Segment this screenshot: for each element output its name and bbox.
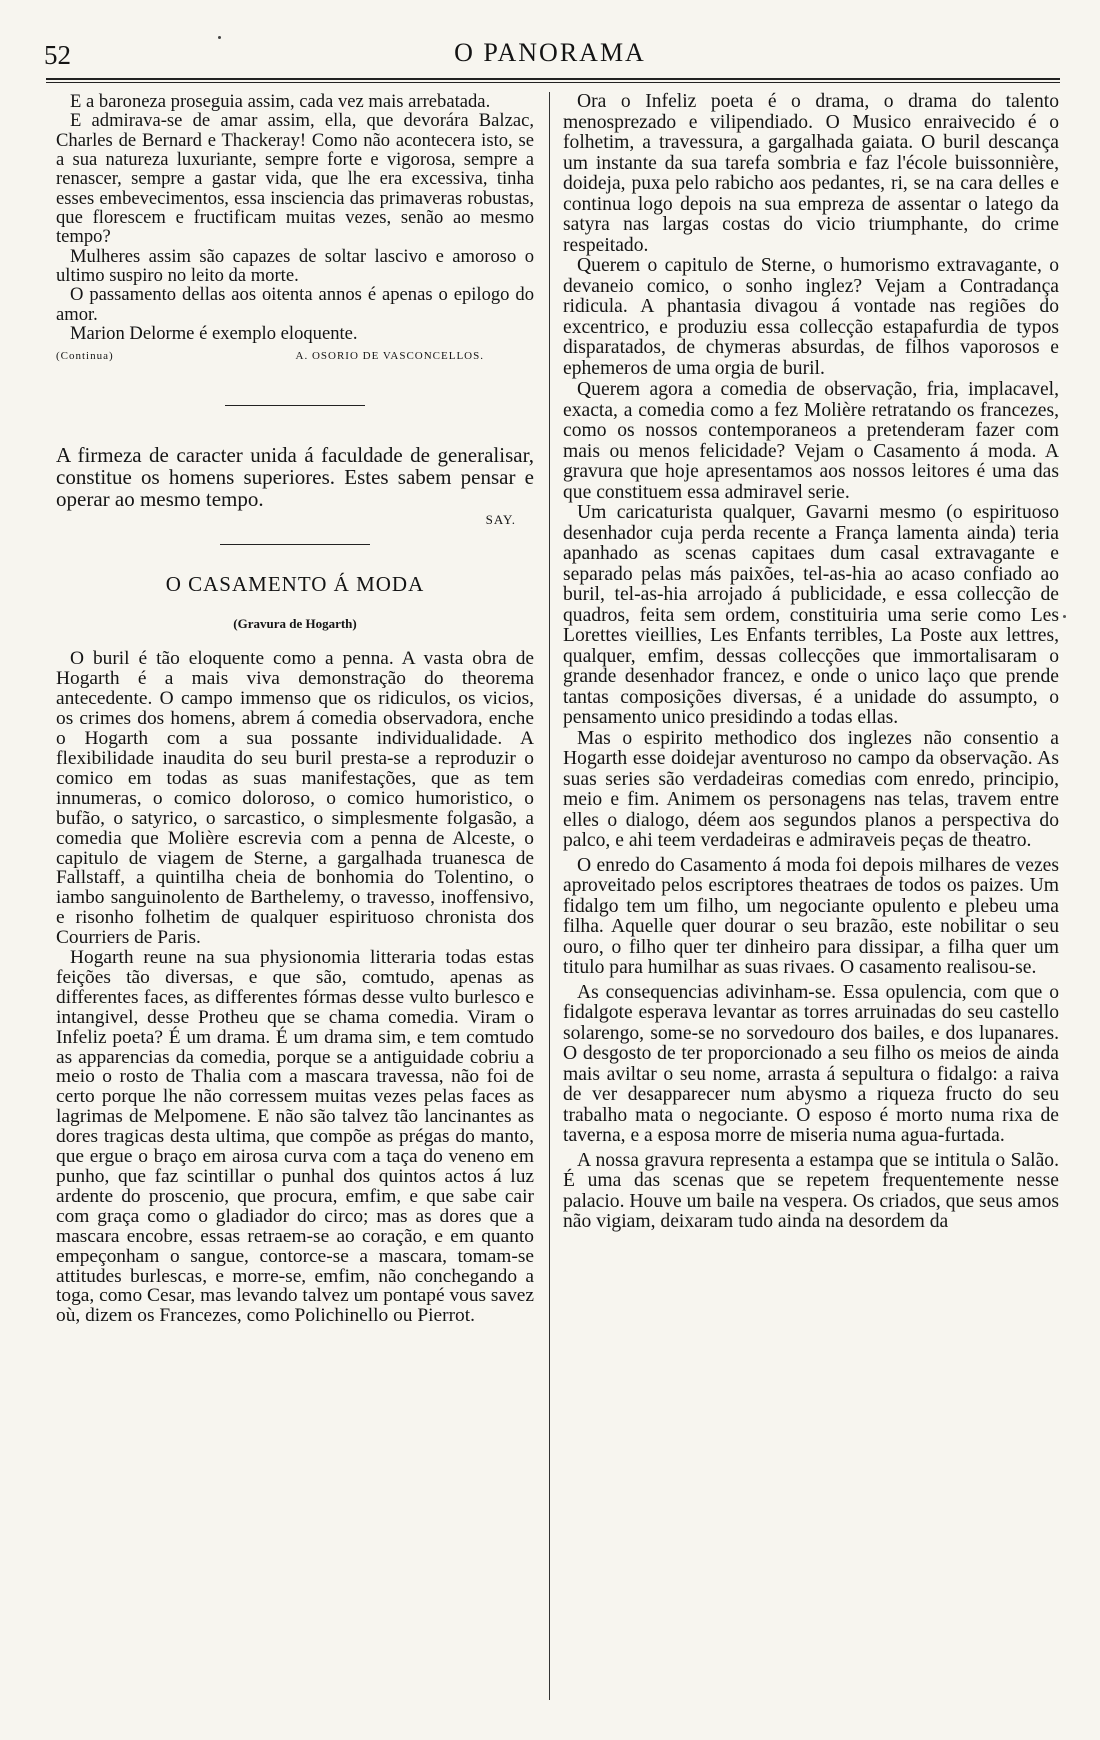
running-head-title: O PANORAMA — [454, 38, 646, 67]
paragraph: E admirava-se de amar assim, ella, que devorára Balzac, Charles de Bernard e Thackeray! Como não acontecera isto, se a sua natureza luxuriante, sempre forte e vigorosa, sempre a renascer, sempre a gastar vida, que lhe era excessiva, tinha esses embevecimentos, essa insciencia das primaveras robustas, que florescem e fructificam muitas vezes, senão ao mesmo tempo? — [56, 110, 534, 248]
page-number: 52 — [44, 40, 71, 70]
print-speck — [1063, 615, 1066, 618]
paragraph: O passamento dellas aos oitenta annos é apenas o epilogo do amor. — [56, 284, 534, 325]
author-name: A. OSORIO DE VASCONCELLOS. — [295, 350, 484, 363]
paragraph: Querem agora a comedia de observação, fria, implacavel, exacta, a comedia como a fez Molière retratando os francezes, como os nossos contemporaneos a pretenderam fazer com mais ou menos felicidade? Vejam o Casamento á moda. A gravura que hoje apresentamos aos nossos leitores é uma das que constituem essa admiravel serie. — [563, 379, 1059, 503]
paragraph: A nossa gravura representa a estampa que se intitula o Salão. É uma das scenas que se repetem frequentemente nesse palacio. Houve um baile na vespera. Os criados, que seus amos não vigiam, deixaram tudo ainda na desordem da — [563, 1149, 1059, 1232]
section-divider — [225, 405, 365, 406]
epigraph-author: SAY. — [485, 512, 516, 528]
continua-note: (Continua) — [56, 350, 114, 363]
column-divider — [549, 92, 550, 1700]
right-column — [563, 92, 1059, 1233]
left-column — [56, 92, 534, 1326]
header-double-rule — [46, 78, 1060, 83]
paragraph: As consequencias adivinham-se. Essa opulencia, com que o fidalgote esperava levantar as torres arruinadas do seu castello solarengo, some-se no sorvedouro dos bailes, e dos lupanares. O desgosto de ter proporcionado a seu filho os meios de ainda mais aviltar o seu nome, arrasta á sepultura o fidalgo: a raiva de ver desapparecer num abysmo a riqueza fructo do seu trabalho mata o negociante. O esposo é morto numa rixa de taverna, e a esposa morre de miseria numa agua-furtada. — [563, 981, 1059, 1146]
paragraph: Um caricaturista qualquer, Gavarni mesmo (o espirituoso desenhador cuja perda recente a França lamenta ainda) teria apanhado as scenas capitaes dum casal extravagante e separado pelas más paixões, tel-as-hia ao acaso confiado ao buril, tel-as-hia arrojado á publicidade, e essa collecção de quadros, feita sem ordem, constituiria uma serie como Les Lorettes vieillies, Les Enfants terribles, La Poste aux lettres, qualquer, emfim, dessas collecções que immortalisaram o grande desenhador francez, e onde o unico laço que prende tantas composições diversas, é a unidade do assumpto, o pensamento unico presidindo a todas ellas. — [563, 502, 1059, 728]
paragraph: E a baroneza proseguia assim, cada vez mais arrebatada. — [70, 91, 491, 112]
epigraph: A firmeza de caracter unida á faculdade de generalisar, constitue os homens superiores. Estes sabem pensar e operar ao mesmo tempo. — [56, 442, 534, 512]
paragraph: Mulheres assim são capazes de soltar lascivo e amoroso o ultimo suspiro no leito da morte. — [56, 245, 534, 287]
paragraph: Marion Delorme é exemplo eloquente. — [70, 323, 358, 345]
article-subtitle: (Gravura de Hogarth) — [233, 616, 357, 632]
paragraph: O enredo do Casamento á moda foi depois milhares de vezes aproveitado pelos escriptores theatraes de todos os paizes. Um fidalgo tem um filho, um negociante opulento e plebeu uma filha. Aquelle quer dourar o seu brazão, este nobilitar o seu ouro, o filho quer ter dinheiro para dissipar, a filha quer um titulo para humilhar as suas rivaes. O casamento realisou-se. — [563, 854, 1059, 978]
article-body — [56, 649, 534, 1326]
paragraph: Hogarth reune na sua physionomia litteraria todas estas feições tão diversas, e que são, comtudo, apenas as differentes faces, as differentes fórmas desse vulto burlesco e intangivel, desse Protheu que se chama comedia. Viram o Infeliz poeta? É um drama. É um drama sim, e tem comtudo as apparencias da comedia, porque se a antiguidade cobriu a meio o rosto de Thalia com a mascara travessa, não foi de certo porque lhe não corressem muitas vezes pelas faces as lagrimas de Melpomene. E não são talvez tão lancinantes as dores tragicas desta ultima, que compõe as prégas do manto, que ergue o braço em airosa curva com a taça do veneno em punho, que faz scintillar o punhal dos quintos actos á luz ardente do proscenio, que procura, emfim, e que sabe cair com graça como o gladiador do circo; mas as dores que a mascara encobre, essas retraem-se ao coração, e em quanto empeçonham o sangue, contorce-se a mascara, tomam-se attitudes burlescas, e morre-se, emfim, não conchegando a toga, como Cesar, mas levando talvez um pontapé vous savez où, dizem os Francezes, como Polichinello ou Pierrot. — [56, 947, 534, 1327]
section-divider — [220, 544, 370, 545]
paragraph: O buril é tão eloquente como a penna. A vasta obra de Hogarth é a mais viva demonstração do theorema antecedente. O campo immenso que os ridiculos, os vicios, os crimes dos homens, abrem á comedia observadora, enche o Hogarth com a sua possante individualidade. A flexibilidade inaudita do seu buril presta-se a reproduzir o comico em todas as suas manifestações, que as tem innumeras, o comico doloroso, o comico humoristico, o bufão, o satyrico, o sarcastico, o simplesmente folgasão, a comedia que Molière escrevia com a penna de Alceste, o capitulo de viagem de Sterne, a gargalhada truanesca de Fallstaff, a quintilha cheia de bonhomia do Tolentino, o iambo sanguinolento de Barthelemy, o travesso, inoffensivo, e risonho folhetim de qualquer espirituoso chronista dos Courriers de Paris. — [56, 648, 534, 949]
paragraph: Mas o espirito methodico dos inglezes não consentio a Hogarth esse doidejar aventuroso no campo da observação. As suas series são verdadeiras comedias com enredo, principio, meio e fim. Animem os personagens nas telas, travem entre elles o dialogo, déem aos segundos planos a perspectiva do palco, e ahi teem verdadeiras e admiraveis peças de theatro. — [563, 727, 1059, 851]
paragraph: Ora o Infeliz poeta é o drama, o drama do talento menosprezado e vilipendiado. O Musico enraivecido é o folhetim, a travessura, a gargalhada gaiata. O buril descança um instante da sua tarefa sombria e faz l'école buissonnière, doideja, puxa pelo rabicho aos pedantes, ri, se na cara delles e continua logo depois na sua empreza de assentar o latego da satyra nas largas costas do vicio triumphante, do crime respeitado. — [563, 91, 1059, 256]
paragraph: Querem o capitulo de Sterne, o humorismo extravagante, o devaneio comico, o sonho inglez? Vejam a Contradança ridicula. A phantasia divagou á vontade nas regiões do excentrico, e produziu essa collecção estapafurdia de typos disparatados, de chymeras absurdas, de filhos vaporosos e ephemeros de uma orgia de buril. — [563, 255, 1059, 379]
signature-line — [56, 347, 534, 366]
article-title: O CASAMENTO Á MODA — [165, 571, 425, 596]
